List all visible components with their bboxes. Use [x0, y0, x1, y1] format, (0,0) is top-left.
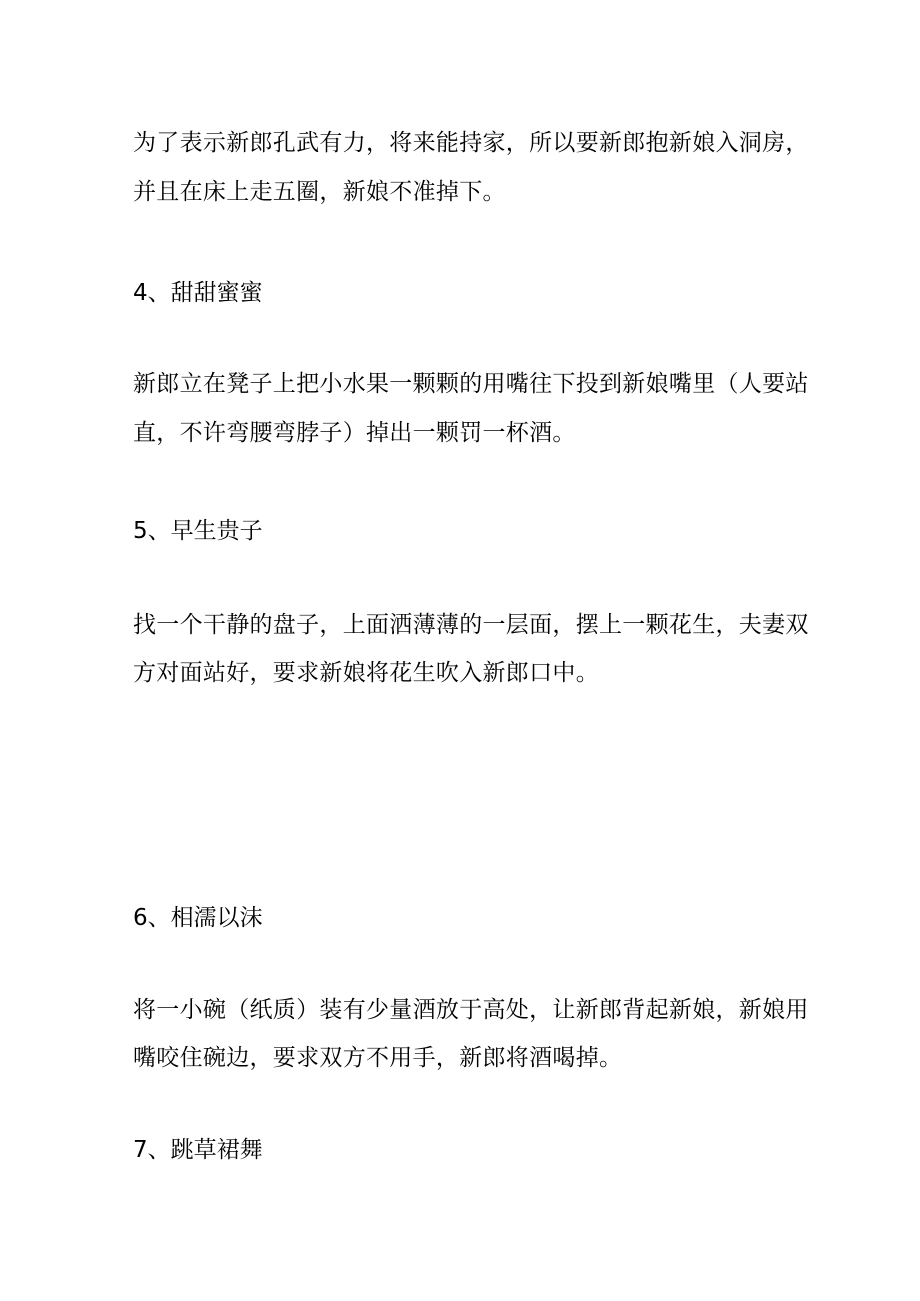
- paragraph-line: 为了表示新郎孔武有力，将来能持家，所以要新郎抱新娘入洞房，: [133, 130, 809, 156]
- paragraph-line: 直，不许弯腰弯脖子）掉出一颗罚一杯酒。: [133, 420, 576, 446]
- paragraph-line: 方对面站好，要求新娘将花生吹入新郎口中。: [133, 660, 599, 686]
- paragraph-line: 新郎立在凳子上把小水果一颗颗的用嘴往下投到新娘嘴里（人要站: [133, 371, 809, 397]
- paragraph-line: 找一个干静的盘子，上面洒薄薄的一层面，摆上一颗花生，夫妻双: [133, 612, 809, 638]
- paragraph-line: 并且在床上走五圈，新娘不准掉下。: [133, 179, 506, 205]
- section-heading-6: 6、相濡以沫: [133, 905, 263, 931]
- section-heading-4: 4、甜甜蜜蜜: [133, 280, 263, 306]
- paragraph-line: 将一小碗（纸质）装有少量酒放于高处，让新郎背起新娘，新娘用: [133, 997, 809, 1023]
- paragraph-line: 嘴咬住碗边，要求双方不用手，新郎将酒喝掉。: [133, 1045, 623, 1071]
- section-heading-7: 7、跳草裙舞: [133, 1137, 263, 1163]
- section-heading-5: 5、早生贵子: [133, 518, 263, 544]
